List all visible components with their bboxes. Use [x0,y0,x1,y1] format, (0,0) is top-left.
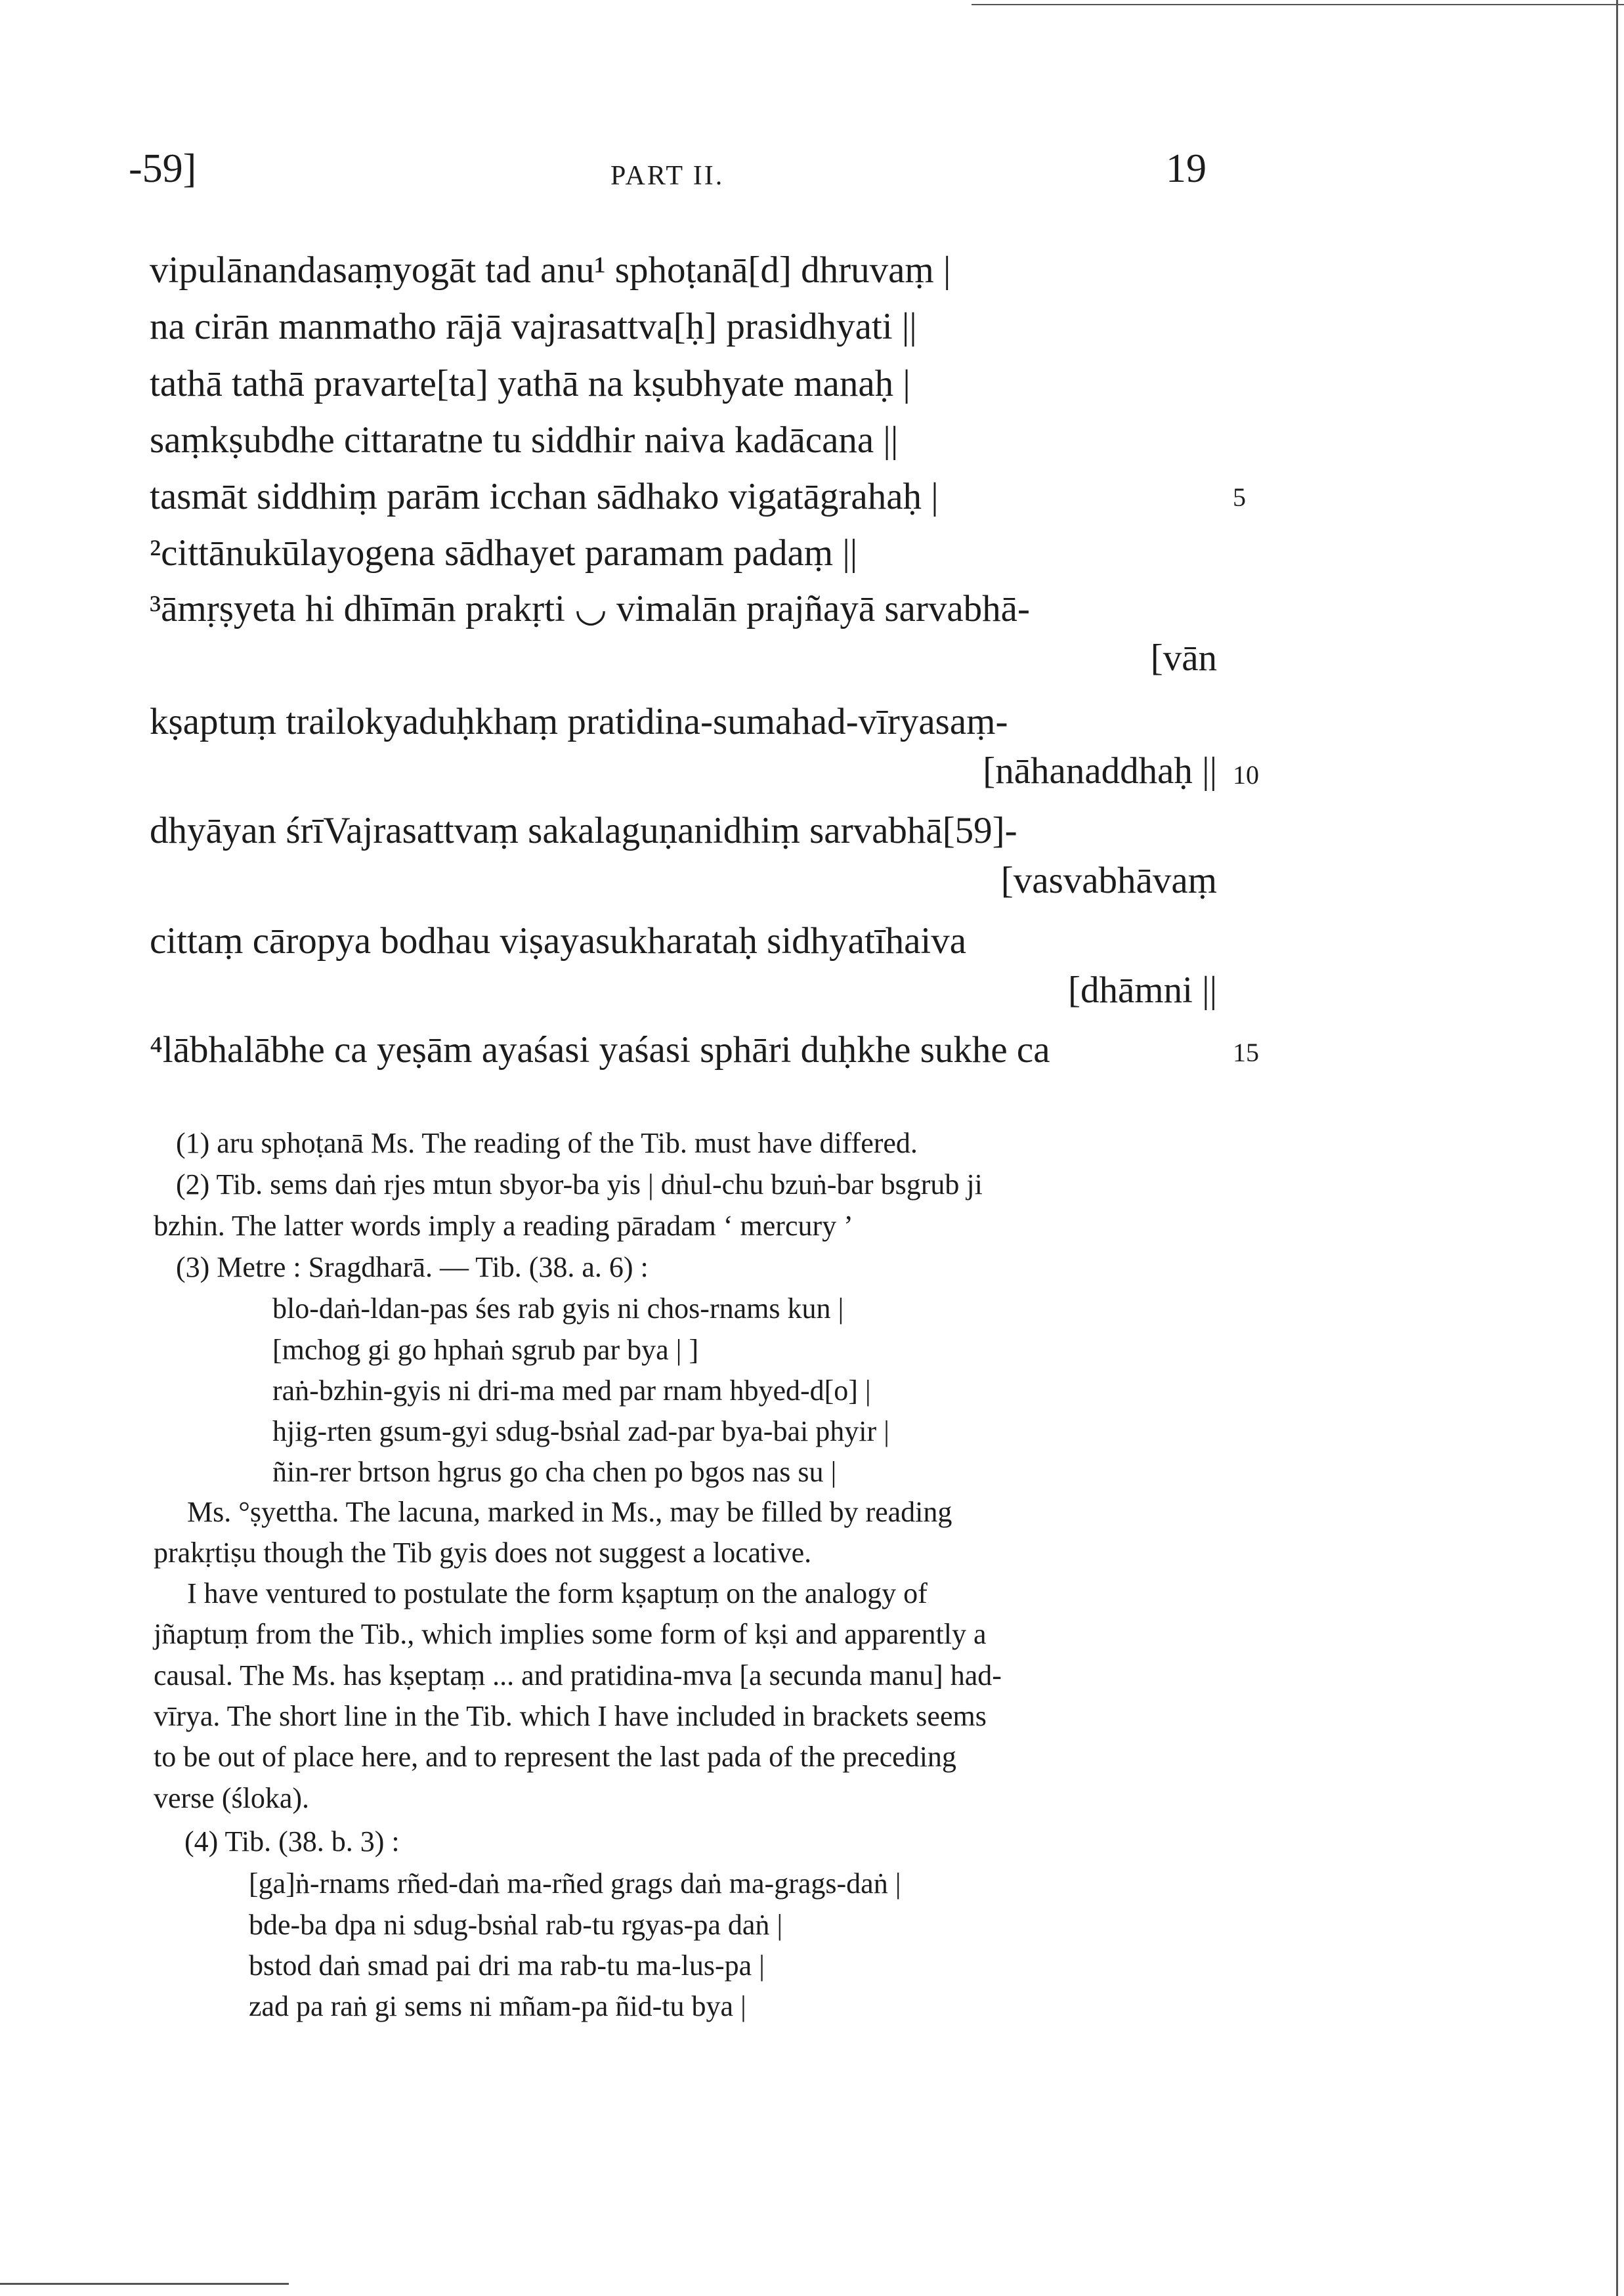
footnote-line: causal. The Ms. has kṣeptaṃ ... and pratidina-mva [a secunda manu] had- [154,1659,1002,1691]
footnote-line: zad pa raṅ gi sems ni mñam-pa ñid-tu bya | [249,1990,746,2022]
footnote-line: verse (śloka). [154,1782,310,1814]
verse-continuation: [vān [1150,637,1217,679]
footnote-line: bstod daṅ smad pai dri ma rab-tu ma-lus-pa | [249,1949,765,1982]
footnote-line: ñin-rer brtson hgrus go cha chen po bgos nas su | [272,1456,837,1488]
footnote-line: [mchog gi go hphaṅ sgrub par bya | ] [272,1334,699,1366]
footnote-line: I have ventured to postulate the form kṣaptuṃ on the analogy of [187,1577,928,1609]
verse-line: tasmāt siddhiṃ parām icchan sādhako vigatāgrahaḥ | [150,476,939,517]
footnote-line: Ms. °ṣyettha. The lacuna, marked in Ms., may be filled by reading [187,1496,952,1528]
verse-continuation: [dhāmni || [1067,969,1217,1011]
verse-line: ⁴lābhalābhe ca yeṣām ayaśasi yaśasi sphāri duḥkhe sukhe ca [150,1029,1050,1071]
footnote-line: (1) aru sphoṭanā Ms. The reading of the Tib. must have differed. [176,1127,918,1159]
verse-line: ³āmṛṣyeta hi dhīmān prakṛti ◡ vimalān prajñayā sarvabhā- [150,588,1030,629]
footnote-line: hjig-rten gsum-gyi sdug-bsṅal zad-par bya-bai phyir | [272,1415,889,1447]
header-page-range: -59] [129,146,197,191]
footnote-line: blo-daṅ-ldan-pas śes rab gyis ni chos-rnams kun | [272,1292,844,1325]
verse-continuation: [nāhanaddhaḥ || [983,750,1217,792]
verse-line: tathā tathā pravarte[ta] yathā na kṣubhyate manaḥ | [150,363,910,404]
verse-line: vipulānandasaṃyogāt tad anu¹ sphoṭanā[d] dhruvaṃ | [150,249,951,291]
line-number: 10 [1233,760,1259,790]
footnote-line: jñaptuṃ from the Tib., which implies some form of kṣi and apparently a [154,1618,987,1650]
footnote-line: prakṛtiṣu though the Tib gyis does not suggest a locative. [154,1537,812,1569]
footnote-line: to be out of place here, and to represent the last pada of the preceding [154,1741,956,1773]
verse-line: ²cittānukūlayogena sādhayet paramam padaṃ || [150,532,858,574]
verse-continuation: [vasvabhāvaṃ [1000,860,1217,901]
verse-line: cittaṃ cāropya bodhau viṣayasukharataḥ sidhyatīhaiva [150,920,967,962]
scan-edge-right [1616,0,1618,2296]
footnote-line: (4) Tib. (38. b. 3) : [184,1825,400,1858]
header-page-number: 19 [1166,146,1207,191]
footnote-line: raṅ-bzhin-gyis ni dri-ma med par rnam hbyed-d[o] | [272,1374,871,1407]
verse-line: saṃkṣubdhe cittaratne tu siddhir naiva kadācana || [150,419,899,461]
line-number: 15 [1233,1038,1259,1067]
footnote-line: vīrya. The short line in the Tib. which I have included in brackets seems [154,1700,987,1732]
footnote-line: (2) Tib. sems daṅ rjes mtun sbyor-ba yis | dṅul-chu bzuṅ-bar bsgrub ji [176,1168,983,1201]
verse-line: na cirān manmatho rājā vajrasattva[ḥ] prasidhyati || [150,306,917,347]
footnote-line: (3) Metre : Sragdharā. — Tib. (38. a. 6) : [176,1251,649,1283]
footnote-line: bde-ba dpa ni sdug-bsṅal rab-tu rgyas-pa daṅ | [249,1909,783,1941]
footnote-line: bzhin. The latter words imply a reading pāradam ‘ mercury ’ [154,1210,853,1242]
verse-line: kṣaptuṃ trailokyaduḥkhaṃ pratidina-sumahad-vīryasaṃ- [150,701,1008,742]
header-part-title: PART II. [610,161,725,191]
line-number: 5 [1233,482,1246,512]
scan-edge-top [972,4,1624,5]
verse-line: dhyāyan śrīVajrasattvaṃ sakalaguṇanidhiṃ sarvabhā[59]- [150,810,1017,851]
scan-edge-bottom [0,2283,289,2285]
footnote-line: [ga]ṅ-rnams rñed-daṅ ma-rñed grags daṅ ma-grags-daṅ | [249,1867,901,1900]
